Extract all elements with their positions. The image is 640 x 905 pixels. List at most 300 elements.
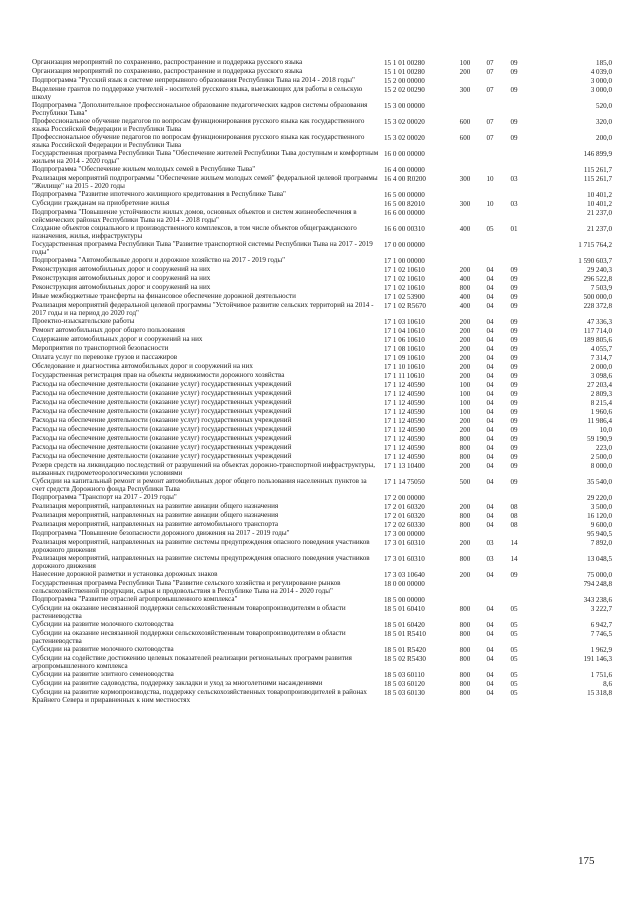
row-subsection: 08 bbox=[510, 503, 518, 511]
row-amount: 59 190,9 bbox=[587, 435, 612, 443]
row-name: Выделение грантов по поддержке учителей - носителей русского языка, выезжающих для работы в сельскую школу bbox=[32, 85, 363, 101]
row-target-code: 16 4 00 R0200 bbox=[384, 175, 426, 183]
table-row bbox=[32, 477, 612, 493]
row-expense-type: 800 bbox=[459, 512, 471, 520]
row-section: 04 bbox=[486, 372, 494, 380]
row-expense-type: 800 bbox=[459, 555, 471, 563]
row-name: Реконструкция автомобильных дорог и сооружений на них bbox=[32, 274, 211, 282]
row-target-code: 17 3 01 60310 bbox=[384, 539, 425, 547]
row-amount: 95 940,5 bbox=[587, 530, 612, 538]
table-row bbox=[32, 620, 612, 629]
row-target-code: 15 3 00 00000 bbox=[384, 102, 425, 110]
row-name: Иные межбюджетные трансферты на финансовое обеспечение дорожной деятельности bbox=[32, 292, 296, 300]
table-row bbox=[32, 353, 612, 362]
row-subsection: 09 bbox=[510, 68, 518, 76]
row-target-code: 17 1 08 10610 bbox=[384, 345, 425, 353]
row-section bbox=[478, 101, 502, 102]
row-amount: 146 899,9 bbox=[583, 150, 612, 158]
row-section: 10 bbox=[486, 200, 494, 208]
table-row bbox=[32, 240, 612, 256]
table-row bbox=[32, 58, 612, 67]
row-subsection: 09 bbox=[510, 59, 518, 67]
row-name: Подпрограмма "Транспорт на 2017 - 2019 годы" bbox=[32, 493, 177, 501]
row-section: 04 bbox=[486, 605, 494, 613]
row-name: Реализация мероприятий подпрограммы "Обеспечение жильем молодых семей" федеральной целевой программы "Жилище" на 2015 - 2020 годы bbox=[32, 174, 378, 190]
row-expense-type: 200 bbox=[459, 327, 471, 335]
row-section: 04 bbox=[486, 408, 494, 416]
row-expense-type bbox=[452, 165, 478, 166]
row-expense-type: 800 bbox=[459, 605, 471, 613]
row-name: Реализация мероприятий, направленных на развитие системы предупреждения опасного поведения участников дорожного движения bbox=[32, 538, 370, 554]
row-amount: 13 048,5 bbox=[587, 555, 612, 563]
row-target-code: 18 5 01 R5420 bbox=[384, 646, 426, 654]
row-expense-type: 100 bbox=[459, 381, 471, 389]
row-subsection: 05 bbox=[510, 646, 518, 654]
row-expense-type: 200 bbox=[459, 354, 471, 362]
row-subsection: 09 bbox=[510, 284, 518, 292]
row-expense-type: 200 bbox=[459, 503, 471, 511]
table-row bbox=[32, 416, 612, 425]
row-section: 04 bbox=[486, 630, 494, 638]
row-amount: 1 962,9 bbox=[590, 646, 612, 654]
row-amount: 3 000,0 bbox=[590, 77, 612, 85]
table-row bbox=[32, 629, 612, 645]
row-name: Субсидии на развитие кормопроизводства, поддержку сельскохозяйственных товаропроизводителей в районах Крайнего Севера и приравненных к ним местностях bbox=[32, 688, 367, 704]
table-row bbox=[32, 67, 612, 76]
table-row bbox=[32, 670, 612, 679]
row-amount: 189 805,6 bbox=[583, 336, 612, 344]
row-expense-type: 800 bbox=[459, 284, 471, 292]
row-name: Реализация мероприятий, направленных на развитие системы предупреждения опасного поведения участников дорожного движения bbox=[32, 554, 370, 570]
table-row bbox=[32, 645, 612, 654]
row-subsection: 09 bbox=[510, 444, 518, 452]
table-row bbox=[32, 380, 612, 389]
row-target-code: 15 3 02 00020 bbox=[384, 134, 425, 142]
row-section: 04 bbox=[486, 327, 494, 335]
row-subsection: 09 bbox=[510, 571, 518, 579]
row-target-code: 18 5 00 00000 bbox=[384, 596, 425, 604]
row-amount: 3 500,0 bbox=[590, 503, 612, 511]
row-section: 04 bbox=[486, 266, 494, 274]
row-name: Подпрограмма "Автомобильные дороги и дорожное хозяйство на 2017 - 2019 годы" bbox=[32, 256, 286, 264]
row-section: 07 bbox=[486, 59, 494, 67]
row-target-code: 17 1 12 40590 bbox=[384, 417, 425, 425]
row-subsection bbox=[502, 76, 526, 77]
row-subsection: 09 bbox=[510, 408, 518, 416]
row-target-code: 17 1 12 40590 bbox=[384, 426, 425, 434]
row-amount: 29 220,0 bbox=[587, 494, 612, 502]
row-expense-type: 800 bbox=[459, 444, 471, 452]
row-expense-type: 200 bbox=[459, 372, 471, 380]
row-target-code: 17 1 03 10610 bbox=[384, 318, 425, 326]
table-row bbox=[32, 165, 612, 174]
row-name: Субсидии на капитальный ремонт и ремонт автомобильных дорог общего пользования населенных пунктов за счет средств Дорожного фонда Республики Тыва bbox=[32, 477, 367, 493]
row-target-code: 18 5 03 60110 bbox=[384, 671, 425, 679]
row-subsection: 05 bbox=[510, 655, 518, 663]
row-subsection: 01 bbox=[510, 225, 518, 233]
row-section: 04 bbox=[486, 621, 494, 629]
row-name: Подпрограмма "Повышение безопасности дорожного движения на 2017 - 2019 годы" bbox=[32, 529, 290, 537]
row-subsection: 09 bbox=[510, 435, 518, 443]
row-section: 04 bbox=[486, 293, 494, 301]
row-amount: 29 240,3 bbox=[587, 266, 612, 274]
row-name: Профессиональное обучение педагогов по вопросам функционирования русского языка как государственного языка Российской Федерации и Республики Тыва bbox=[32, 117, 365, 133]
table-row bbox=[32, 511, 612, 520]
row-expense-type: 800 bbox=[459, 655, 471, 663]
row-amount: 75 000,0 bbox=[587, 571, 612, 579]
row-subsection: 09 bbox=[510, 354, 518, 362]
row-subsection: 09 bbox=[510, 345, 518, 353]
row-expense-type: 400 bbox=[459, 302, 471, 310]
row-subsection: 09 bbox=[510, 327, 518, 335]
row-section: 03 bbox=[486, 539, 494, 547]
row-amount: 794 248,8 bbox=[583, 580, 612, 588]
row-section: 04 bbox=[486, 671, 494, 679]
row-target-code: 18 5 01 R5410 bbox=[384, 630, 426, 638]
row-subsection: 09 bbox=[510, 118, 518, 126]
row-expense-type: 300 bbox=[459, 200, 471, 208]
row-amount: 296 522,8 bbox=[583, 275, 612, 283]
row-expense-type: 200 bbox=[459, 462, 471, 470]
row-amount: 1 960,6 bbox=[590, 408, 612, 416]
row-subsection bbox=[502, 208, 526, 209]
row-section: 04 bbox=[486, 345, 494, 353]
row-subsection: 09 bbox=[510, 381, 518, 389]
row-target-code: 18 5 03 60120 bbox=[384, 680, 425, 688]
row-section: 04 bbox=[486, 417, 494, 425]
row-subsection: 09 bbox=[510, 462, 518, 470]
row-section: 04 bbox=[486, 363, 494, 371]
row-expense-type: 100 bbox=[459, 59, 471, 67]
row-section: 04 bbox=[486, 571, 494, 579]
row-section: 04 bbox=[486, 318, 494, 326]
row-expense-type: 400 bbox=[459, 293, 471, 301]
row-section bbox=[478, 190, 502, 191]
row-subsection: 05 bbox=[510, 689, 518, 697]
row-target-code: 15 1 01 00280 bbox=[384, 68, 425, 76]
table-row bbox=[32, 149, 612, 165]
row-target-code: 17 1 12 40590 bbox=[384, 390, 425, 398]
row-target-code: 17 1 02 10610 bbox=[384, 266, 425, 274]
row-amount: 343 238,6 bbox=[583, 596, 612, 604]
row-subsection: 09 bbox=[510, 275, 518, 283]
row-subsection: 09 bbox=[510, 453, 518, 461]
row-target-code: 18 0 00 00000 bbox=[384, 580, 425, 588]
row-amount: 223,0 bbox=[596, 444, 612, 452]
row-target-code: 17 1 12 40590 bbox=[384, 399, 425, 407]
row-target-code: 17 1 12 40590 bbox=[384, 435, 425, 443]
row-subsection: 05 bbox=[510, 671, 518, 679]
row-subsection: 09 bbox=[510, 336, 518, 344]
row-expense-type: 600 bbox=[459, 134, 471, 142]
row-subsection bbox=[502, 101, 526, 102]
row-target-code: 17 1 06 10610 bbox=[384, 336, 425, 344]
table-row bbox=[32, 101, 612, 117]
row-subsection bbox=[502, 149, 526, 150]
row-amount: 2 809,3 bbox=[590, 390, 612, 398]
row-name: Субсидии на оказание несвязанной поддержки сельскохозяйственным товаропроизводителям в области растениеводства bbox=[32, 604, 346, 620]
row-name: Расходы на обеспечение деятельности (оказание услуг) государственных учреждений bbox=[32, 407, 292, 415]
row-subsection: 08 bbox=[510, 521, 518, 529]
row-target-code: 16 5 00 00000 bbox=[384, 191, 425, 199]
row-name: Субсидии на развитие молочного скотоводства bbox=[32, 645, 174, 653]
row-name: Подпрограмма "Обеспечение жильем молодых семей в Республике Тыва" bbox=[32, 165, 256, 173]
table-row bbox=[32, 452, 612, 461]
row-subsection: 09 bbox=[510, 390, 518, 398]
row-section: 04 bbox=[486, 354, 494, 362]
row-amount: 9 600,0 bbox=[590, 521, 612, 529]
row-expense-type: 800 bbox=[459, 630, 471, 638]
row-section bbox=[478, 493, 502, 494]
row-amount: 320,0 bbox=[596, 118, 612, 126]
row-section: 07 bbox=[486, 118, 494, 126]
row-section bbox=[478, 256, 502, 257]
row-subsection: 09 bbox=[510, 86, 518, 94]
table-row bbox=[32, 292, 612, 301]
row-name: Государственная регистрация прав на объекты недвижимости дорожного хозяйства bbox=[32, 371, 285, 379]
row-expense-type: 200 bbox=[459, 345, 471, 353]
row-subsection: 09 bbox=[510, 399, 518, 407]
row-name: Подпрограмма "Русский язык в системе непрерывного образования Республики Тыва на 2014 - 2018 годы" bbox=[32, 76, 355, 84]
table-row bbox=[32, 224, 612, 240]
row-expense-type: 100 bbox=[459, 399, 471, 407]
row-amount: 115 261,7 bbox=[583, 175, 612, 183]
row-amount: 6 942,7 bbox=[590, 621, 612, 629]
row-subsection: 09 bbox=[510, 363, 518, 371]
row-expense-type bbox=[452, 208, 478, 209]
row-expense-type: 200 bbox=[459, 363, 471, 371]
row-expense-type bbox=[452, 579, 478, 580]
row-section: 04 bbox=[486, 302, 494, 310]
row-subsection: 09 bbox=[510, 266, 518, 274]
table-row bbox=[32, 538, 612, 554]
row-section: 03 bbox=[486, 555, 494, 563]
row-name: Государственная программа Республики Тыва "Обеспечение жителей Республики Тыва доступным и комфортным жильем на 2014 - 2020 годы" bbox=[32, 149, 379, 165]
row-target-code: 17 3 01 60310 bbox=[384, 555, 425, 563]
table-row bbox=[32, 317, 612, 326]
table-row bbox=[32, 190, 612, 199]
row-name: Расходы на обеспечение деятельности (оказание услуг) государственных учреждений bbox=[32, 398, 292, 406]
table-row bbox=[32, 76, 612, 85]
row-target-code: 17 1 02 R5670 bbox=[384, 302, 426, 310]
row-amount: 11 986,4 bbox=[587, 417, 612, 425]
row-amount: 3 000,0 bbox=[590, 86, 612, 94]
row-section bbox=[478, 579, 502, 580]
page-number: 175 bbox=[578, 855, 595, 867]
row-section: 04 bbox=[486, 646, 494, 654]
table-row bbox=[32, 85, 612, 101]
row-section: 04 bbox=[486, 275, 494, 283]
row-target-code: 17 3 00 00000 bbox=[384, 530, 425, 538]
row-name: Нанесение дорожной разметки и установка дорожных знаков bbox=[32, 570, 218, 578]
row-name: Реализация мероприятий, направленных на развитие авиации общего назначения bbox=[32, 511, 279, 519]
row-section: 04 bbox=[486, 453, 494, 461]
row-expense-type: 800 bbox=[459, 435, 471, 443]
row-amount: 35 540,0 bbox=[587, 478, 612, 486]
row-target-code: 17 1 14 75050 bbox=[384, 478, 425, 486]
row-subsection: 14 bbox=[510, 539, 518, 547]
row-section: 04 bbox=[486, 381, 494, 389]
row-name: Субсидии на развитие молочного скотоводства bbox=[32, 620, 174, 628]
table-row bbox=[32, 461, 612, 477]
row-amount: 2 000,0 bbox=[590, 363, 612, 371]
table-row bbox=[32, 283, 612, 292]
row-name: Мероприятия по транспортной безопасности bbox=[32, 344, 169, 352]
table-row bbox=[32, 326, 612, 335]
row-amount: 500 000,0 bbox=[583, 293, 612, 301]
row-section bbox=[478, 76, 502, 77]
row-target-code: 17 0 00 00000 bbox=[384, 241, 425, 249]
row-amount: 21 237,0 bbox=[587, 225, 612, 233]
row-target-code: 15 2 02 00290 bbox=[384, 86, 425, 94]
row-expense-type: 200 bbox=[459, 417, 471, 425]
row-section: 04 bbox=[486, 462, 494, 470]
row-amount: 117 714,0 bbox=[583, 327, 612, 335]
row-name: Обследование и диагностика автомобильных дорог и сооружений на них bbox=[32, 362, 253, 370]
table-row bbox=[32, 604, 612, 620]
row-amount: 1 715 764,2 bbox=[578, 241, 612, 249]
row-section: 04 bbox=[486, 680, 494, 688]
row-name: Реализация мероприятий, направленных на развитие авиации общего назначения bbox=[32, 502, 279, 510]
row-expense-type bbox=[452, 529, 478, 530]
table-row bbox=[32, 434, 612, 443]
budget-table bbox=[32, 58, 612, 704]
table-row bbox=[32, 265, 612, 274]
row-target-code: 17 3 03 10640 bbox=[384, 571, 425, 579]
row-section: 07 bbox=[486, 86, 494, 94]
row-name: Подпрограмма "Развитие отраслей агропромышленного комплекса" bbox=[32, 595, 238, 603]
row-target-code: 18 5 01 60410 bbox=[384, 605, 425, 613]
row-name: Создание объектов социального и производственного комплексов, в том числе объектов общегражданского назначения, жилья, инфраструктуры bbox=[32, 224, 357, 240]
row-name: Государственная программа Республики Тыва "Развитие сельского хозяйства и регулирование рынков сельскохозяйственной продукции, сырья и продовольствия в Республике Тыва на 2014 - 2020 годы" bbox=[32, 579, 341, 595]
table-row bbox=[32, 654, 612, 670]
row-subsection: 09 bbox=[510, 478, 518, 486]
row-name: Реконструкция автомобильных дорог и сооружений на них bbox=[32, 265, 211, 273]
row-expense-type: 100 bbox=[459, 408, 471, 416]
table-row bbox=[32, 443, 612, 452]
row-name: Реализация мероприятий федеральной целевой программы "Устойчивое развитие сельских территорий на 2014 - 2017 годы и на период до 2020 год" bbox=[32, 301, 374, 317]
row-section: 07 bbox=[486, 134, 494, 142]
row-amount: 3 098,6 bbox=[590, 372, 612, 380]
row-amount: 1 590 603,7 bbox=[578, 257, 612, 265]
table-row bbox=[32, 389, 612, 398]
row-subsection: 05 bbox=[510, 630, 518, 638]
table-row bbox=[32, 502, 612, 511]
row-subsection bbox=[502, 240, 526, 241]
row-subsection: 09 bbox=[510, 417, 518, 425]
row-amount: 7 503,9 bbox=[590, 284, 612, 292]
row-section: 04 bbox=[486, 503, 494, 511]
row-name: Субсидии на содействие достижению целевых показателей реализации региональных программ развития агропромышленного комплекса bbox=[32, 654, 352, 670]
row-amount: 10,0 bbox=[599, 426, 612, 434]
row-expense-type: 400 bbox=[459, 275, 471, 283]
row-target-code: 15 3 02 00020 bbox=[384, 118, 425, 126]
row-target-code: 17 2 01 60320 bbox=[384, 512, 425, 520]
row-subsection: 03 bbox=[510, 200, 518, 208]
row-name: Организация мероприятий по сохранению, распространение и поддержка русского языка bbox=[32, 67, 303, 75]
row-target-code: 17 1 02 53900 bbox=[384, 293, 425, 301]
row-expense-type: 800 bbox=[459, 621, 471, 629]
row-name: Содержание автомобильных дорог и сооружений на них bbox=[32, 335, 203, 343]
row-expense-type: 200 bbox=[459, 539, 471, 547]
row-expense-type: 300 bbox=[459, 86, 471, 94]
row-name: Субсидии на развитие садоводства, поддержку закладки и уход за многолетними насаждениями bbox=[32, 679, 323, 687]
row-amount: 8 000,0 bbox=[590, 462, 612, 470]
row-name: Расходы на обеспечение деятельности (оказание услуг) государственных учреждений bbox=[32, 389, 292, 397]
row-name: Резерв средств на ликвидацию последствий от разрушений на объектах дорожно-транспортной инфраструктуры, вызванных гидрометеорологическими условиями bbox=[32, 461, 375, 477]
row-subsection bbox=[502, 190, 526, 191]
row-target-code: 18 5 02 R5430 bbox=[384, 655, 426, 663]
row-subsection: 09 bbox=[510, 134, 518, 142]
row-expense-type: 800 bbox=[459, 453, 471, 461]
row-amount: 8 215,4 bbox=[590, 399, 612, 407]
table-row bbox=[32, 398, 612, 407]
row-subsection bbox=[502, 165, 526, 166]
row-amount: 10 401,2 bbox=[587, 191, 612, 199]
row-target-code: 17 1 13 10400 bbox=[384, 462, 425, 470]
row-section: 07 bbox=[486, 68, 494, 76]
row-amount: 7 314,7 bbox=[590, 354, 612, 362]
table-row bbox=[32, 554, 612, 570]
row-amount: 10 401,2 bbox=[587, 200, 612, 208]
table-row bbox=[32, 362, 612, 371]
row-expense-type: 800 bbox=[459, 521, 471, 529]
row-section: 04 bbox=[486, 399, 494, 407]
row-expense-type: 200 bbox=[459, 336, 471, 344]
row-expense-type bbox=[452, 493, 478, 494]
row-expense-type: 100 bbox=[459, 390, 471, 398]
row-amount: 4 055,7 bbox=[590, 345, 612, 353]
row-amount: 4 039,0 bbox=[590, 68, 612, 76]
row-section bbox=[478, 529, 502, 530]
row-expense-type: 800 bbox=[459, 671, 471, 679]
row-subsection: 09 bbox=[510, 302, 518, 310]
row-name: Расходы на обеспечение деятельности (оказание услуг) государственных учреждений bbox=[32, 425, 292, 433]
row-section bbox=[478, 595, 502, 596]
table-row bbox=[32, 133, 612, 149]
row-subsection: 03 bbox=[510, 175, 518, 183]
row-expense-type: 200 bbox=[459, 426, 471, 434]
row-amount: 2 500,0 bbox=[590, 453, 612, 461]
row-expense-type bbox=[452, 149, 478, 150]
row-section: 04 bbox=[486, 426, 494, 434]
row-name: Расходы на обеспечение деятельности (оказание услуг) государственных учреждений bbox=[32, 380, 292, 388]
row-amount: 520,0 bbox=[596, 102, 612, 110]
row-amount: 15 318,8 bbox=[587, 689, 612, 697]
row-section bbox=[478, 240, 502, 241]
row-target-code: 17 1 09 10610 bbox=[384, 354, 425, 362]
row-target-code: 15 1 01 00280 bbox=[384, 59, 425, 67]
table-row bbox=[32, 199, 612, 208]
row-target-code: 17 1 10 10610 bbox=[384, 363, 425, 371]
row-amount: 3 222,7 bbox=[590, 605, 612, 613]
row-section: 04 bbox=[486, 521, 494, 529]
row-target-code: 17 2 01 60320 bbox=[384, 503, 425, 511]
row-expense-type: 200 bbox=[459, 266, 471, 274]
row-section: 10 bbox=[486, 175, 494, 183]
row-section bbox=[478, 165, 502, 166]
row-subsection: 09 bbox=[510, 372, 518, 380]
row-target-code: 15 2 00 00000 bbox=[384, 77, 425, 85]
row-amount: 27 203,4 bbox=[587, 381, 612, 389]
row-subsection: 05 bbox=[510, 621, 518, 629]
row-amount: 228 372,8 bbox=[583, 302, 612, 310]
table-row bbox=[32, 371, 612, 380]
row-subsection bbox=[502, 493, 526, 494]
table-row bbox=[32, 256, 612, 265]
row-section: 04 bbox=[486, 435, 494, 443]
row-section: 04 bbox=[486, 284, 494, 292]
